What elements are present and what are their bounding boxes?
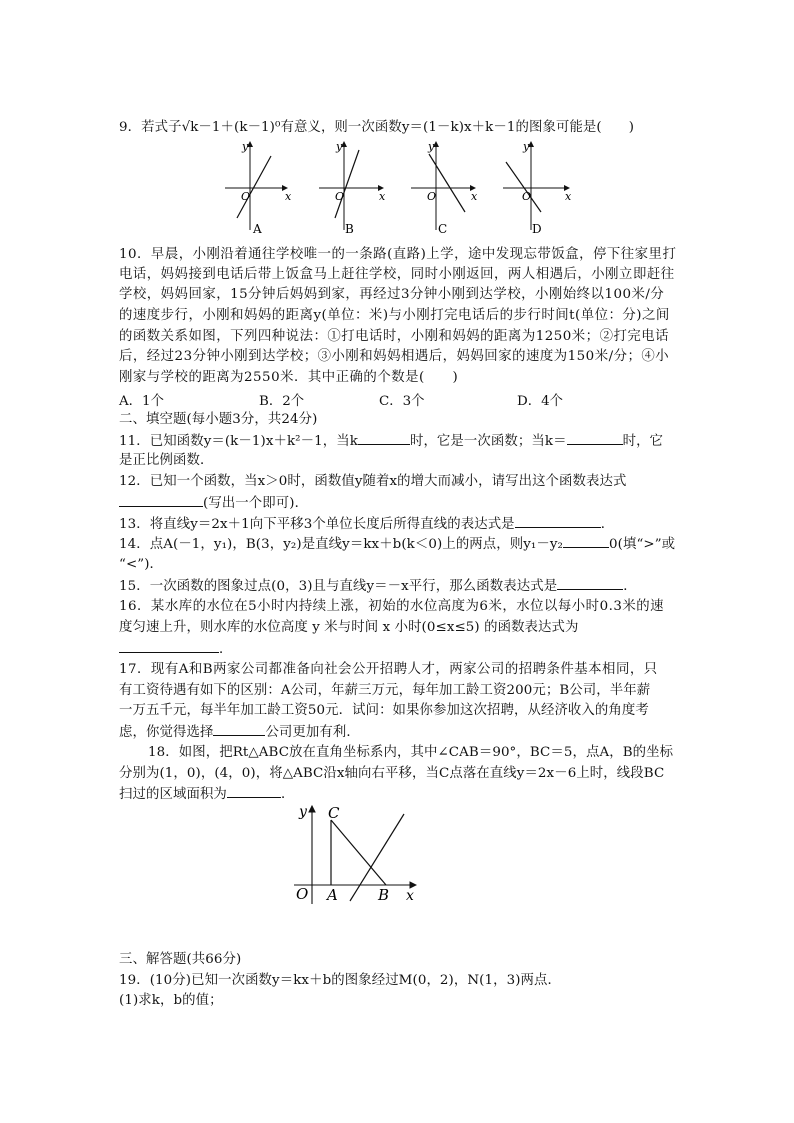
graph-a-y: y	[242, 140, 249, 153]
q14-line-2: “<”)．	[119, 557, 164, 572]
graph-c-origin: O	[427, 190, 437, 203]
q14-line-1	[119, 535, 679, 553]
graph-a-x: x	[285, 190, 292, 203]
graph-b	[319, 140, 386, 236]
q16-text-c: ．	[219, 642, 233, 657]
q17-line-2: 有工资待遇有如下的区别：A公司，年薪三万元，每年加工龄工资200元；B公司，半年薪	[119, 683, 651, 698]
graph-a-label: A	[253, 222, 262, 236]
q17-text-e: 公司更加有利．	[265, 725, 360, 740]
q12-line-1: 12．已知一个函数，当x＞0时，函数值y随着x的增大而减小，请写出这个函数表达式	[119, 474, 627, 489]
graph-a-origin: O	[241, 190, 251, 203]
graph-c-label: C	[438, 222, 448, 236]
q13-blank[interactable]	[515, 515, 601, 528]
q9-graphs	[215, 140, 585, 236]
q18-text-d: ．	[280, 787, 295, 802]
q12-line-2	[119, 494, 679, 512]
q10-line-6: 后，经过23分钟小刚到达学校；③小刚和妈妈相遇后，妈妈回家的速度为150米/分；④小	[119, 349, 670, 364]
q18-text-c: 扫过的区域面积为	[119, 787, 227, 802]
q18-figure	[290, 800, 425, 906]
q11-blank-2[interactable]	[567, 432, 623, 445]
q10-option-c: C．3个	[379, 394, 425, 409]
q19-line-2: (1)求k，b的值；	[119, 993, 223, 1008]
graph-a	[225, 140, 292, 236]
q16-blank[interactable]	[119, 640, 219, 653]
q15-blank[interactable]	[557, 577, 623, 590]
graph-d	[503, 140, 572, 236]
q10-line-1: 10．早晨，小刚沿着通往学校唯一的一条路(直路)上学，途中发现忘带饭盒，停下往家里打	[119, 247, 677, 262]
q19-line-1: 19．(10分)已知一次函数y＝kx＋b的图象经过M(0，2)，N(1，3)两点．	[119, 973, 562, 988]
q15-text-a: 15．一次函数的图象过点(0，3)且与直线y＝－x平行，那么函数表达式是	[119, 579, 558, 594]
q13-text-a: 13．将直线y＝2x＋1向下平移3个单位长度后所得直线的表达式是	[119, 517, 515, 532]
q17-blank[interactable]	[213, 723, 265, 736]
graph-c-y: y	[428, 140, 435, 153]
q9-text: 9．若式子√k－1＋(k－1)⁰有意义，则一次函数y＝(1－k)x＋k－1的图象可能是( )	[119, 120, 635, 135]
q17-line-4	[119, 723, 679, 741]
graph-d-y: y	[523, 140, 530, 153]
q11-text-c: 时，它	[622, 434, 664, 449]
q16-line-2: 度匀速上升，则水库的水位高度 y 米与时间 x 小时(0≤x≤5) 的函数表达式为	[119, 620, 579, 635]
q11-text-b: 时，它是一次函数；当k＝	[409, 434, 567, 449]
q12-blank[interactable]	[119, 494, 203, 507]
q13-line	[119, 515, 679, 533]
graph-b-y: y	[336, 140, 343, 153]
line-y-2x-6	[350, 814, 404, 901]
q11-line-2: 是正比例函数．	[119, 453, 214, 468]
q15-line	[119, 577, 679, 595]
fig-x-label: x	[406, 888, 414, 904]
segment-bc	[331, 820, 386, 885]
graph-b-x: x	[379, 190, 386, 203]
q10-line-4: 的速度步行，小刚和妈妈的距离y(单位：米)与小刚打完电话后的步行时间t(单位：分)之间	[119, 308, 670, 323]
section-3-heading: 三、解答题(共66分)	[119, 952, 242, 967]
q14-blank[interactable]	[563, 535, 609, 548]
fig-origin-label: O	[296, 885, 309, 903]
q16-line-1: 16．某水库的水位在5小时内持续上涨，初始的水位高度为6米，水位以每小时0.3米的速	[119, 599, 665, 614]
q10-line-7: 刚家与学校的距离为2550米．其中正确的个数是( )	[119, 370, 459, 385]
q14-text-b: 0(填“>”或	[609, 537, 676, 552]
q10-option-d: D．4个	[517, 394, 564, 409]
section-2-heading: 二、填空题(每小题3分，共24分)	[119, 412, 318, 427]
q13-text-b: ．	[600, 517, 615, 532]
graph-d-label: D	[532, 222, 542, 236]
q10-option-a: A．1个	[119, 394, 164, 409]
graph-d-origin: O	[522, 190, 532, 203]
q15-text-b: ．	[623, 579, 637, 594]
q10-line-5: 的函数关系如图，下列四种说法：①打电话时，小刚和妈妈的距离为1250米；②打完电话	[119, 329, 670, 344]
q18-line-1: 18．如图，把Rt△ABC放在直角坐标系内，其中∠CAB＝90°，BC＝5，点A，B的坐标	[148, 745, 674, 760]
q17-line-3: 一万五千元，每半年加工龄工资50元．试问：如果你参加这次招聘，从经济收入的角度考	[119, 703, 649, 718]
q18-line-2: 分别为(1，0)，(4，0)，将△ABC沿x轴向右平移，当C点落在直线y＝2x－6上时，线段BC	[119, 766, 665, 781]
fig-y-label: y	[299, 804, 307, 820]
q11-text-a: 11．已知函数y＝(k－1)x＋k²－1，当k	[119, 434, 358, 449]
q16-line-3	[119, 640, 679, 658]
graph-c	[411, 140, 478, 236]
q12-text-b: (写出一个即可)．	[203, 496, 309, 511]
q11-line-1	[119, 432, 679, 450]
q18-blank[interactable]	[227, 785, 281, 798]
q17-line-1: 17．现有A和B两家公司都准备向社会公开招聘人才，两家公司的招聘条件基本相同，只	[119, 662, 658, 677]
q10-line-2: 电话，妈妈接到电话后带上饭盒马上赶往学校，同时小刚返回，两人相遇后，小刚立即赶往	[119, 267, 675, 282]
graph-d-x: x	[565, 190, 572, 203]
graph-c-x: x	[471, 190, 478, 203]
fig-a-label: A	[327, 886, 338, 904]
q14-text-a: 14．点A(－1，y₁)，B(3，y₂)是直线y＝kx＋b(k＜0)上的两点，则y₁－y₂	[119, 537, 564, 552]
graph-b-label: B	[345, 222, 354, 236]
q10-line-3: 学校，妈妈回家，15分钟后妈妈到家，再经过3分钟小刚到达学校，小刚始终以100米/分	[119, 287, 665, 302]
fig-c-label: C	[328, 804, 340, 822]
q11-blank-1[interactable]	[358, 432, 410, 445]
q17-text-d: 虑，你觉得选择	[119, 725, 214, 740]
q10-option-b: B．2个	[259, 394, 305, 409]
graph-b-origin: O	[335, 190, 345, 203]
fig-b-label: B	[378, 886, 390, 904]
